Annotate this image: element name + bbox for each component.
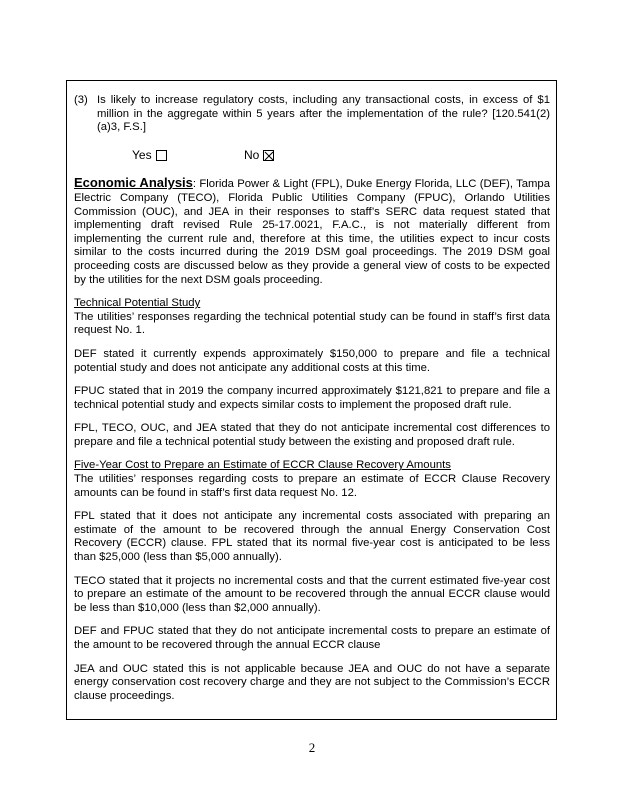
technical-potential-paragraph: FPUC stated that in 2019 the company incurred approximately $121,821 to prepare and file a technical potential study and expects similar costs to implement the proposed draft rule. [74, 385, 550, 411]
five-year-cost-intro: The utilities’ responses regarding costs to prepare an estimate of ECCR Clause Recovery amounts can be found in staff’s first data request No. 12. [74, 473, 550, 499]
five-year-cost-paragraph: DEF and FPUC stated that they do not anticipate incremental costs to prepare an estimate of the amount to be recovered through the annual ECCR clause [74, 625, 550, 651]
five-year-cost-paragraph: TECO stated that it projects no incremental costs and that the current estimated five-year cost to prepare an estimate of the amount to be recovered through the annual ECCR clause would be less than $10,000 (less than $2,000 annually). [74, 574, 550, 614]
question-item [74, 94, 550, 135]
five-year-cost-paragraph: JEA and OUC stated this is not applicable because JEA and OUC do not have a separate energy conservation cost recovery charge and they are not subject to the Commission’s ECCR clause proceedings. [74, 662, 550, 702]
page-number: 2 [308, 740, 316, 755]
economic-analysis-separator: : [192, 178, 197, 191]
economic-analysis-paragraph [74, 176, 550, 287]
no-label: No [244, 147, 260, 162]
economic-analysis-heading: Economic Analysis [74, 175, 193, 191]
yes-no-options [132, 149, 550, 163]
technical-potential-intro: The utilities’ responses regarding the technical potential study can be found in staff’s first data request No. 1. [74, 310, 550, 337]
question-text: Is likely to increase regulatory costs, including any transactional costs, in excess of $1 million in the aggregate within 5 years after the implementation of the rule? [120.541(2)(a)3, F.S.] [97, 94, 550, 134]
five-year-cost-section [74, 459, 550, 500]
no-option[interactable] [244, 149, 356, 163]
checked-x-icon [264, 151, 275, 162]
technical-potential-title: Technical Potential Study [74, 297, 201, 310]
yes-label: Yes [132, 147, 152, 162]
document-body [74, 94, 550, 713]
yes-checkbox[interactable] [156, 150, 167, 161]
economic-analysis-text: Florida Power & Light (FPL), Duke Energy Florida, LLC (DEF), Tampa Electric Company (TECO), Florida Public Utilities Company (FPUC), Orlando Utilities Commission (OUC), and JEA in their responses to staff’s SERC data request stated that implementing draft revised Rule 25-17.0021, F.A.C., is not materially different from implementing the current rule and, therefore at this time, the utilities expect to incur costs similar to the costs incurred during the 2019 DSM goal proceedings. The 2019 DSM goal proceeding costs are discussed below as they provide a general view of costs to be expected by the utilities for the next DSM goals proceeding. [74, 178, 551, 286]
no-checkbox[interactable] [263, 150, 274, 161]
five-year-cost-paragraph: FPL stated that it does not anticipate any incremental costs associated with preparing an estimate of the amount to be recovered through the annual Energy Conservation Cost Recovery (ECCR) clause. FPL stated that its normal five-year cost is anticipated to be less than $25,000 (less than $5,000 annually). [74, 510, 550, 564]
question-number: (3) [74, 94, 88, 106]
five-year-cost-title: Five-Year Cost to Prepare an Estimate of ECCR Clause Recovery Amounts [74, 459, 451, 472]
technical-potential-section [74, 297, 550, 338]
technical-potential-paragraph: DEF stated it currently expends approximately $150,000 to prepare and file a technical potential study and does not anticipate any additional costs at this time. [74, 347, 550, 374]
technical-potential-paragraph: FPL, TECO, OUC, and JEA stated that they do not anticipate incremental cost differences to prepare and file a technical potential study between the existing and proposed draft rule. [74, 422, 550, 448]
yes-option[interactable] [132, 149, 244, 163]
